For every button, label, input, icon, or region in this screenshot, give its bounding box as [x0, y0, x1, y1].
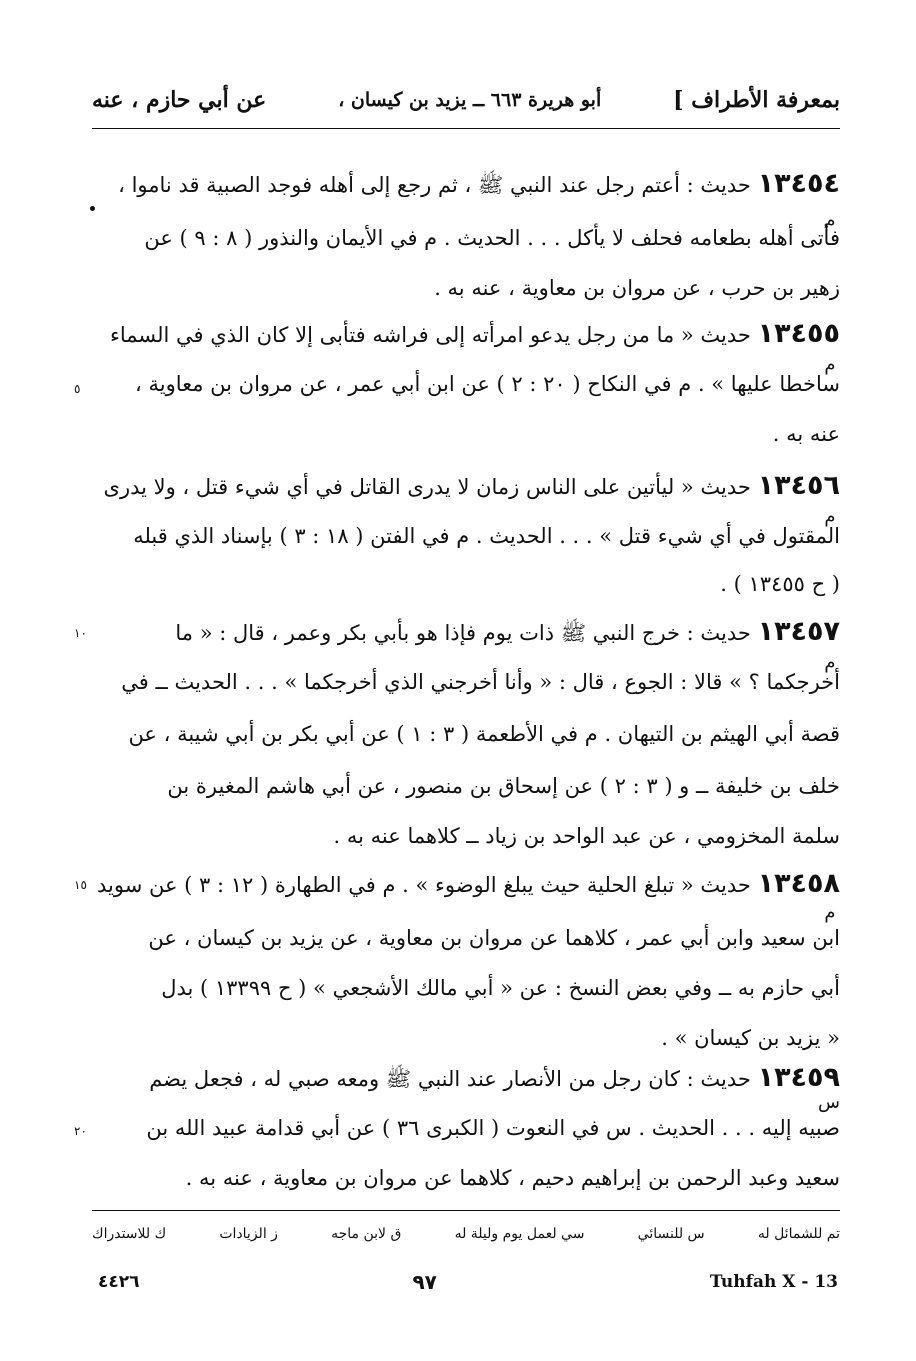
entry-text: حديث « ما من رجل يدعو امرأته إلى فراشه فتأبى إلا كان الذي في السماء: [109, 323, 751, 347]
entry-number: ١٣٤٥٨: [757, 868, 840, 899]
entry-number: ١٣٤٥٤: [757, 168, 840, 199]
footnote-item: ق لابن ماجه: [331, 1226, 402, 1242]
entry-text: حديث « تبلغ الحلية حيث يبلغ الوضوء » . م في الطهارة ( ١٢ : ٣ ) عن سويد: [97, 873, 751, 897]
hadith-entry: [92, 1054, 840, 1204]
entry-line: قصة أبي الهيثم بن التيهان . م في الأطعمة ( ٣ : ١ ) عن أبي بكر بن أبي شيبة ، عن: [128, 722, 840, 746]
entry-line: خلف بن خليفة ــ و ( ٣ : ٢ ) عن إسحاق بن منصور ، عن أبي هاشم المغيرة بن: [167, 774, 840, 798]
hadith-entry: [92, 160, 840, 310]
running-header: [92, 78, 840, 122]
entry-number: ١٣٤٥٥: [757, 318, 840, 349]
entry-line: [175, 608, 840, 656]
source-code: م: [824, 354, 836, 375]
margin-line-number: ٢٠: [74, 1124, 87, 1138]
header-rule: [92, 128, 840, 129]
footnote-item: تم للشمائل له: [757, 1226, 840, 1242]
entry-text: حديث : أعتم رجل عند النبي ﷺ ، ثم رجع إلى أهله فوجد الصبية قد ناموا ،: [118, 173, 751, 197]
entry-line: أخرجكما ؟ » قالا : الجوع ، قال : « وأنا أخرجني الذي أخرجكما » . . . الحديث ــ في: [121, 670, 840, 694]
header-middle: أبو هريرة ٦٦٣ ــ يزيد بن كيسان ،: [338, 89, 602, 111]
source-code: م: [824, 902, 836, 923]
entry-line: زهير بن حرب ، عن مروان بن معاوية ، عنه به .: [434, 276, 840, 300]
page-number: ٩٧: [412, 1270, 437, 1294]
entry-line: المقتول في أي شيء قتل » . . . الحديث . م في الفتن ( ١٨ : ٣ ) بإسناد الذي قبله: [133, 524, 840, 548]
entry-line: ( ح ١٣٤٥٥ ) .: [720, 572, 840, 596]
margin-line-number: ٥: [74, 382, 81, 396]
entry-text: حديث « ليأتين على الناس زمان لا يدرى القاتل في أي شيء قتل ، ولا يدرى: [103, 475, 751, 499]
source-code: م: [824, 652, 836, 673]
abbreviations-footnote: [92, 1216, 840, 1252]
hadith-entry: [92, 310, 840, 460]
entry-line: سعيد وعبد الرحمن بن إبراهيم دحيم ، كلاهما عن مروان بن معاوية ، عنه به .: [185, 1166, 840, 1190]
footnote-rule: [92, 1210, 840, 1211]
header-left: عن أبي حازم ، عنه: [92, 87, 267, 113]
page-footer: [98, 1267, 838, 1297]
footnote-item: سي لعمل يوم وليلة له: [454, 1226, 585, 1242]
hadith-entry: [92, 860, 840, 1050]
header-right: بمعرفة الأطراف ]: [673, 87, 840, 113]
entry-number: ١٣٤٥٦: [757, 470, 840, 501]
entry-line: [104, 462, 840, 510]
footnote-item: ك للاستدراك: [92, 1226, 167, 1242]
entry-line: صبيه إليه . . . الحديث . س في النعوت ( الكبرى ٣٦ ) عن أبي قدامة عبيد الله بن: [146, 1116, 840, 1140]
entry-text: حديث : كان رجل من الأنصار عند النبي ﷺ ومعه صبي له ، فجعل يضم: [149, 1067, 751, 1091]
entry-line: سلمة المخزومي ، عن عبد الواحد بن زياد ــ كلاهما عنه به .: [333, 824, 840, 848]
footer-reference: ٤٤٢٦: [98, 1272, 140, 1292]
entry-text: حديث : خرج النبي ﷺ ذات يوم فإذا هو بأبي بكر وعمر ، قال : « ما: [175, 621, 751, 645]
entry-line: عنه به .: [772, 422, 840, 446]
footnote-item: س للنسائي: [637, 1226, 705, 1242]
entry-line: فأتى أهله بطعامه فحلف لا يأكل . . . الحديث . م في الأيمان والنذور ( ٨ : ٩ ) عن: [144, 226, 840, 250]
margin-line-number: ١٠: [74, 626, 87, 640]
entry-number: ١٣٤٥٩: [757, 1062, 840, 1093]
source-code: م: [824, 210, 836, 231]
entry-line: [97, 860, 840, 908]
entry-line: « يزيد بن كيسان » .: [661, 1026, 840, 1050]
entry-line: ابن سعيد وابن أبي عمر ، كلاهما عن مروان بن معاوية ، عن يزيد بن كيسان ، عن: [148, 926, 840, 950]
entry-line: [118, 160, 840, 208]
entry-number: ١٣٤٥٧: [757, 616, 840, 647]
source-code: م: [824, 506, 836, 527]
entry-line: [149, 1054, 840, 1102]
volume-signature: Tuhfah X - 13: [709, 1272, 838, 1292]
source-code: س: [818, 1092, 840, 1113]
hadith-entry: [92, 462, 840, 612]
margin-line-number: ١٥: [74, 878, 87, 892]
footnote-item: ز الزيادات: [219, 1226, 278, 1242]
entry-line: [110, 310, 840, 358]
entry-line: ساخطا عليها » . م في النكاح ( ٢٠ : ٢ ) عن ابن أبي عمر ، عن مروان بن معاوية ،: [135, 372, 840, 396]
hadith-entry: [92, 608, 840, 858]
entry-line: أبي حازم به ــ وفي بعض النسخ : عن « أبي مالك الأشجعي » ( ح ١٣٣٩٩ ) بدل: [161, 976, 840, 1000]
